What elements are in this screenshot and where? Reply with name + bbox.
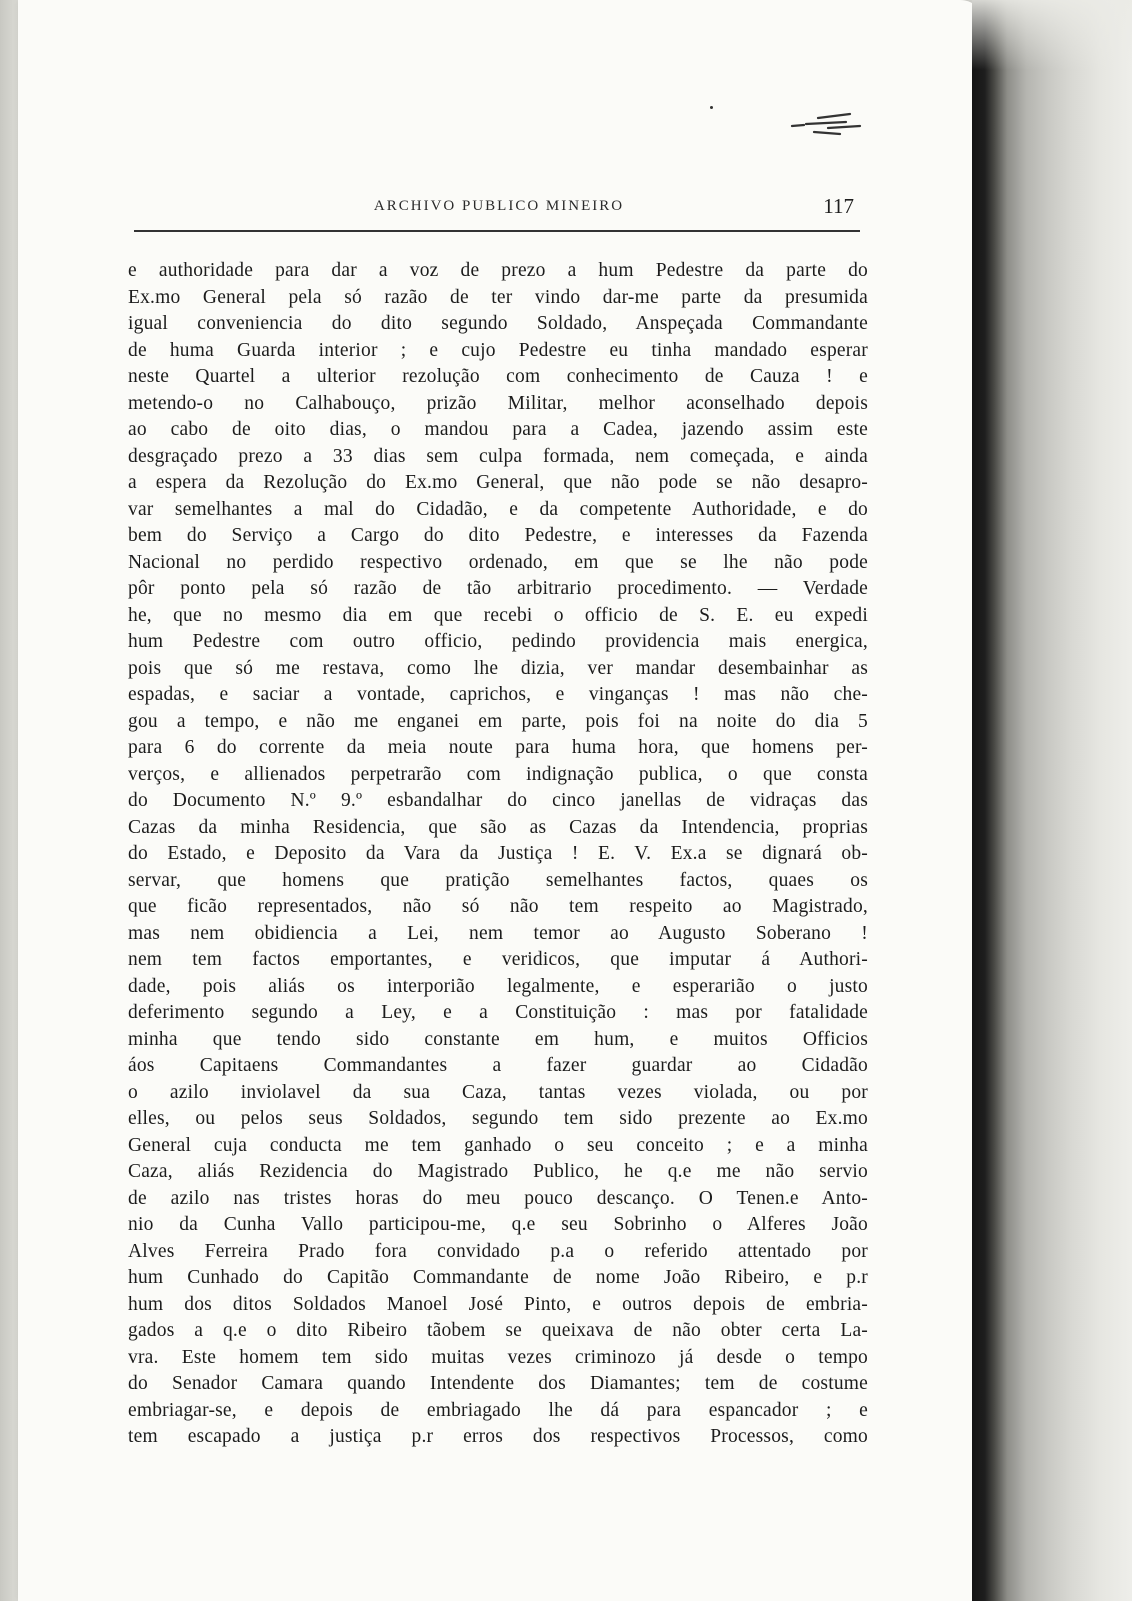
text-line: gados a q.e o dito Ribeiro tãobem se queixava de não obter certa La- <box>128 1320 868 1341</box>
text-line: hum Cunhado do Capitão Commandante de nome João Ribeiro, e p.r <box>128 1267 868 1288</box>
text-line: ao cabo de oito dias, o mandou para a Cadea, jazendo assim este <box>128 419 868 440</box>
text-line: Caza, aliás Rezidencia do Magistrado Publico, he q.e me não servio <box>128 1161 868 1182</box>
text-line: verços, e allienados perpetrarão com indignação publica, o que consta <box>128 763 868 785</box>
text-line: igual conveniencia do dito segundo Soldado, Anspeçada Commandante <box>128 313 868 334</box>
page-header <box>134 196 864 228</box>
binding-highlight <box>972 0 1132 70</box>
text-line: pois que só me restava, como lhe dizia, ver mandar desembainhar as <box>128 657 868 679</box>
text-line: e authoridade para dar a voz de prezo a hum Pedestre da parte do <box>128 260 868 281</box>
text-line: bem do Serviço a Cargo do dito Pedestre, e interesses da Fazenda <box>128 525 868 546</box>
header-rule <box>134 230 860 232</box>
text-line: desgraçado prezo a 33 dias sem culpa formada, nem começada, e ainda <box>128 445 868 467</box>
text-line: do Documento N.º 9.º esbandalhar do cinco janellas de vidraças das <box>128 790 868 811</box>
scan-mark <box>788 112 868 142</box>
text-line: var semelhantes a mal do Cidadão, e da competente Authoridade, e do <box>128 498 868 520</box>
text-line: nio da Cunha Vallo participou-me, q.e seu Sobrinho o Alferes João <box>128 1214 868 1235</box>
text-line: Alves Ferreira Prado fora convidado p.a o referido attentado por <box>128 1240 868 1262</box>
text-line: de huma Guarda interior ; e cujo Pedestre eu tinha mandado esperar <box>128 339 868 361</box>
text-line: nem tem factos emportantes, e veridicos, que imputar á Authori- <box>128 949 868 970</box>
running-head: ARCHIVO PUBLICO MINEIRO <box>373 198 625 214</box>
text-line: General cuja conducta me tem ganhado o seu conceito ; e a minha <box>128 1134 868 1156</box>
text-line: o azilo inviolavel da sua Caza, tantas vezes violada, ou por <box>128 1081 868 1103</box>
scan-speck <box>710 106 713 109</box>
text-line: elles, ou pelos seus Soldados, segundo tem sido prezente ao Ex.mo <box>128 1108 868 1129</box>
text-line: vra. Este homem tem sido muitas vezes criminozo já desde o tempo <box>128 1346 868 1368</box>
page-number: 117 <box>823 194 854 218</box>
text-line: neste Quartel a ulterior rezolução com conhecimento de Cauza ! e <box>128 366 868 387</box>
text-line: áos Capitaens Commandantes a fazer guardar ao Cidadão <box>128 1055 868 1076</box>
text-line: para 6 do corrente da meia noute para huma hora, que homens per- <box>128 737 868 758</box>
text-line: mas nem obidiencia a Lei, nem temor ao Augusto Soberano ! <box>128 922 868 944</box>
text-line: Cazas da minha Residencia, que são as Cazas da Intendencia, proprias <box>128 816 868 838</box>
text-line: hum dos ditos Soldados Manoel José Pinto, e outros depois de embria- <box>128 1293 868 1315</box>
text-line: do Estado, e Deposito da Vara da Justiça ! E. V. Ex.a se dignará ob- <box>128 843 868 864</box>
text-line: espadas, e saciar a vontade, caprichos, e vinganças ! mas não che- <box>128 684 868 705</box>
text-line: hum Pedestre com outro officio, pedindo providencia mais energica, <box>128 631 868 652</box>
text-line: embriagar-se, e depois de embriagado lhe dá para espancador ; e <box>128 1399 868 1421</box>
text-line: que ficão representados, não só não tem respeito ao Magistrado, <box>128 896 868 917</box>
text-line: Nacional no perdido respectivo ordenado, em que se lhe não pode <box>128 551 868 573</box>
body-text <box>128 258 868 1451</box>
text-line: de azilo nas tristes horas do meu pouco descanço. O Tenen.e Anto- <box>128 1187 868 1209</box>
book-binding-shadow <box>972 0 1132 1601</box>
text-line: a espera da Rezolução do Ex.mo General, que não pode se não desapro- <box>128 472 868 493</box>
text-line: Ex.mo General pela só razão de ter vindo dar-me parte da presumida <box>128 286 868 308</box>
text-line: tem escapado a justiça p.r erros dos respectivos Processos, como <box>128 1426 868 1447</box>
text-line: dade, pois aliás os interporião legalmente, e esperarião o justo <box>128 975 868 997</box>
text-line: he, que no mesmo dia em que recebi o officio de S. E. eu expedi <box>128 604 868 626</box>
text-line: servar, que homens que pratição semelhantes factos, quaes os <box>128 869 868 891</box>
text-line: minha que tendo sido constante em hum, e muitos Officios <box>128 1028 868 1050</box>
text-line: metendo-o no Calhabouço, prizão Militar, melhor aconselhado depois <box>128 392 868 414</box>
text-line: deferimento segundo a Ley, e a Constituição : mas por fatalidade <box>128 1002 868 1023</box>
text-line: pôr ponto pela só razão de tão arbitrario procedimento. — Verdade <box>128 578 868 599</box>
text-line: do Senador Camara quando Intendente dos Diamantes; tem de costume <box>128 1373 868 1394</box>
text-line: gou a tempo, e não me enganei em parte, pois foi na noite do dia 5 <box>128 710 868 732</box>
